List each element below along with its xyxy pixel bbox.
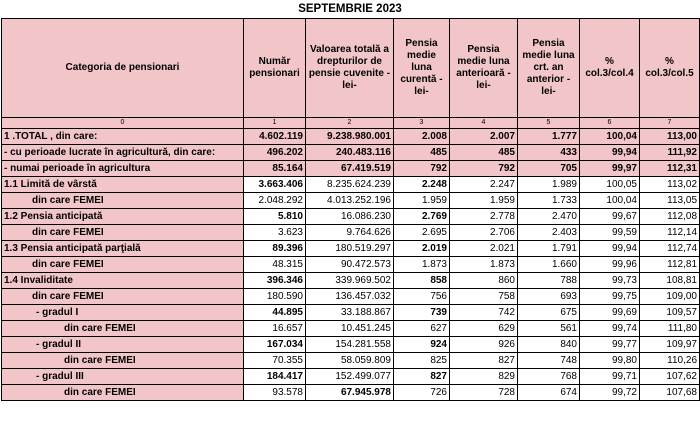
- cell-avg-current: 485: [394, 145, 450, 161]
- cell-pct-3-5: 113,02: [640, 177, 700, 193]
- cell-avg-prev-year: 674: [518, 385, 580, 401]
- column-index: 3: [394, 118, 450, 129]
- table-row: [2, 225, 700, 241]
- header-cell: Pensia medie luna anterioară - lei-: [450, 19, 518, 118]
- cell-avg-previous: 1.873: [450, 257, 518, 273]
- page-title: SEPTEMBRIE 2023: [298, 3, 402, 15]
- cell-avg-previous: 629: [450, 321, 518, 337]
- cell-total-value: 4.013.252.196: [306, 193, 394, 209]
- cell-avg-prev-year: 1.791: [518, 241, 580, 257]
- cell-avg-prev-year: 561: [518, 321, 580, 337]
- cell-total-value: 152.499.077: [306, 369, 394, 385]
- cell-pct-3-4: 99,96: [580, 257, 640, 273]
- cell-avg-previous: 926: [450, 337, 518, 353]
- cell-avg-previous: 728: [450, 385, 518, 401]
- column-index: 0: [2, 118, 244, 129]
- row-category: din care FEMEI: [2, 257, 244, 273]
- cell-avg-current: 756: [394, 289, 450, 305]
- cell-avg-current: 2.695: [394, 225, 450, 241]
- cell-pct-3-4: 99,67: [580, 209, 640, 225]
- column-index: 6: [580, 118, 640, 129]
- cell-pensioners: 3.663.406: [244, 177, 306, 193]
- row-category: - gradul III: [2, 369, 244, 385]
- cell-pct-3-4: 99,94: [580, 145, 640, 161]
- table-row: [2, 177, 700, 193]
- cell-total-value: 9.238.980.001: [306, 129, 394, 145]
- cell-avg-previous: 2.021: [450, 241, 518, 257]
- header-cell: Categoria de pensionari: [2, 19, 244, 118]
- cell-pensioners: 496.202: [244, 145, 306, 161]
- cell-pct-3-5: 113,00: [640, 129, 700, 145]
- table-row: [2, 289, 700, 305]
- cell-pensioners: 180.590: [244, 289, 306, 305]
- cell-avg-current: 1.959: [394, 193, 450, 209]
- cell-avg-previous: 2.247: [450, 177, 518, 193]
- cell-avg-prev-year: 2.470: [518, 209, 580, 225]
- header-cell: Număr pensionari: [244, 19, 306, 118]
- cell-avg-current: 858: [394, 273, 450, 289]
- header-cell: Pensia medie luna crt. an anterior -lei-: [518, 19, 580, 118]
- cell-avg-prev-year: 693: [518, 289, 580, 305]
- cell-pensioners: 396.346: [244, 273, 306, 289]
- cell-avg-previous: 485: [450, 145, 518, 161]
- cell-pensioners: 44.895: [244, 305, 306, 321]
- cell-avg-prev-year: 788: [518, 273, 580, 289]
- header-cell: % col.3/col.4: [580, 19, 640, 118]
- column-index: 2: [306, 118, 394, 129]
- column-index: 5: [518, 118, 580, 129]
- cell-pct-3-5: 108,81: [640, 273, 700, 289]
- cell-pct-3-4: 99,73: [580, 273, 640, 289]
- cell-avg-previous: 829: [450, 369, 518, 385]
- cell-pensioners: 89.396: [244, 241, 306, 257]
- row-category: 1.3 Pensia anticipată parţială: [2, 241, 244, 257]
- table-row: [2, 145, 700, 161]
- table-row: [2, 353, 700, 369]
- cell-pct-3-4: 99,74: [580, 321, 640, 337]
- cell-pct-3-5: 112,74: [640, 241, 700, 257]
- cell-avg-current: 792: [394, 161, 450, 177]
- cell-pct-3-5: 113,05: [640, 193, 700, 209]
- cell-pct-3-4: 99,75: [580, 289, 640, 305]
- cell-avg-prev-year: 1.989: [518, 177, 580, 193]
- column-index-row: [2, 118, 700, 129]
- row-category: din care FEMEI: [2, 225, 244, 241]
- cell-avg-previous: 827: [450, 353, 518, 369]
- cell-pct-3-4: 99,97: [580, 161, 640, 177]
- table-row: [2, 305, 700, 321]
- cell-pensioners: 5.810: [244, 209, 306, 225]
- cell-pensioners: 4.602.119: [244, 129, 306, 145]
- cell-total-value: 8.235.624.239: [306, 177, 394, 193]
- table-row: [2, 273, 700, 289]
- cell-pensioners: 167.034: [244, 337, 306, 353]
- cell-pct-3-5: 109,57: [640, 305, 700, 321]
- table-row: [2, 321, 700, 337]
- cell-avg-current: 2.769: [394, 209, 450, 225]
- row-category: - numai perioade în agricultura: [2, 161, 244, 177]
- table-row: [2, 257, 700, 273]
- cell-total-value: 154.281.558: [306, 337, 394, 353]
- cell-avg-prev-year: 2.403: [518, 225, 580, 241]
- cell-pensioners: 48.315: [244, 257, 306, 273]
- cell-total-value: 240.483.116: [306, 145, 394, 161]
- table-row: [2, 241, 700, 257]
- cell-pensioners: 184.417: [244, 369, 306, 385]
- cell-pensioners: 3.623: [244, 225, 306, 241]
- cell-pensioners: 85.164: [244, 161, 306, 177]
- row-category: 1.4 Invaliditate: [2, 273, 244, 289]
- row-category: 1.1 Limită de vârstă: [2, 177, 244, 193]
- cell-pct-3-5: 107,68: [640, 385, 700, 401]
- table-row: [2, 161, 700, 177]
- cell-total-value: 10.451.245: [306, 321, 394, 337]
- cell-avg-current: 739: [394, 305, 450, 321]
- cell-avg-previous: 1.959: [450, 193, 518, 209]
- cell-pct-3-5: 112,31: [640, 161, 700, 177]
- row-category: 1 .TOTAL , din care:: [2, 129, 244, 145]
- cell-pct-3-5: 111,80: [640, 321, 700, 337]
- cell-avg-prev-year: 433: [518, 145, 580, 161]
- table-row: [2, 385, 700, 401]
- cell-pensioners: 16.657: [244, 321, 306, 337]
- cell-avg-previous: 742: [450, 305, 518, 321]
- cell-total-value: 180.519.297: [306, 241, 394, 257]
- cell-avg-prev-year: 705: [518, 161, 580, 177]
- cell-avg-previous: 2.706: [450, 225, 518, 241]
- cell-pensioners: 2.048.292: [244, 193, 306, 209]
- cell-avg-current: 2.008: [394, 129, 450, 145]
- cell-avg-previous: 792: [450, 161, 518, 177]
- column-index: 1: [244, 118, 306, 129]
- cell-pct-3-5: 112,81: [640, 257, 700, 273]
- cell-avg-prev-year: 675: [518, 305, 580, 321]
- cell-avg-prev-year: 1.660: [518, 257, 580, 273]
- row-category: 1.2 Pensia anticipată: [2, 209, 244, 225]
- row-category: din care FEMEI: [2, 321, 244, 337]
- cell-avg-previous: 758: [450, 289, 518, 305]
- cell-pct-3-4: 99,72: [580, 385, 640, 401]
- row-category: - cu perioade lucrate în agricultură, din care:: [2, 145, 244, 161]
- cell-avg-previous: 2.007: [450, 129, 518, 145]
- cell-total-value: 67.419.519: [306, 161, 394, 177]
- cell-total-value: 9.764.626: [306, 225, 394, 241]
- cell-pct-3-5: 107,62: [640, 369, 700, 385]
- cell-total-value: 33.188.867: [306, 305, 394, 321]
- cell-pct-3-4: 99,80: [580, 353, 640, 369]
- cell-pct-3-4: 99,94: [580, 241, 640, 257]
- cell-avg-prev-year: 748: [518, 353, 580, 369]
- cell-total-value: 339.969.502: [306, 273, 394, 289]
- cell-avg-current: 827: [394, 369, 450, 385]
- row-category: din care FEMEI: [2, 193, 244, 209]
- table-row: [2, 129, 700, 145]
- cell-pct-3-5: 110,26: [640, 353, 700, 369]
- cell-pct-3-5: 109,00: [640, 289, 700, 305]
- table-row: [2, 369, 700, 385]
- header-cell: % col.3/col.5: [640, 19, 700, 118]
- column-index: 4: [450, 118, 518, 129]
- cell-pensioners: 70.355: [244, 353, 306, 369]
- cell-avg-current: 2.248: [394, 177, 450, 193]
- cell-total-value: 67.945.978: [306, 385, 394, 401]
- cell-avg-prev-year: 1.777: [518, 129, 580, 145]
- cell-pct-3-5: 112,14: [640, 225, 700, 241]
- header-cell: Pensia medie luna curentă -lei-: [394, 19, 450, 118]
- cell-avg-current: 1.873: [394, 257, 450, 273]
- cell-avg-previous: 860: [450, 273, 518, 289]
- header-row: [2, 19, 700, 118]
- cell-avg-prev-year: 840: [518, 337, 580, 353]
- row-category: - gradul I: [2, 305, 244, 321]
- pension-table: [1, 18, 700, 401]
- column-index: 7: [640, 118, 700, 129]
- cell-pct-3-4: 100,05: [580, 177, 640, 193]
- table-row: [2, 193, 700, 209]
- cell-pct-3-5: 111,92: [640, 145, 700, 161]
- cell-pct-3-4: 100,04: [580, 193, 640, 209]
- cell-avg-current: 924: [394, 337, 450, 353]
- table-row: [2, 209, 700, 225]
- cell-avg-previous: 2.778: [450, 209, 518, 225]
- cell-total-value: 90.472.573: [306, 257, 394, 273]
- cell-pct-3-4: 99,77: [580, 337, 640, 353]
- cell-total-value: 58.059.809: [306, 353, 394, 369]
- cell-pensioners: 93.578: [244, 385, 306, 401]
- table-row: [2, 337, 700, 353]
- cell-avg-prev-year: 768: [518, 369, 580, 385]
- header-cell: Valoarea totală a drepturilor de pensie cuvenite -lei-: [306, 19, 394, 118]
- cell-pct-3-5: 109,97: [640, 337, 700, 353]
- row-category: din care FEMEI: [2, 385, 244, 401]
- row-category: din care FEMEI: [2, 289, 244, 305]
- cell-pct-3-4: 99,69: [580, 305, 640, 321]
- row-category: - gradul II: [2, 337, 244, 353]
- cell-avg-current: 825: [394, 353, 450, 369]
- cell-total-value: 136.457.032: [306, 289, 394, 305]
- cell-avg-current: 2.019: [394, 241, 450, 257]
- cell-avg-prev-year: 1.733: [518, 193, 580, 209]
- cell-pct-3-4: 100,04: [580, 129, 640, 145]
- cell-total-value: 16.086.230: [306, 209, 394, 225]
- cell-pct-3-4: 99,71: [580, 369, 640, 385]
- cell-pct-3-5: 112,08: [640, 209, 700, 225]
- cell-avg-current: 627: [394, 321, 450, 337]
- row-category: din care FEMEI: [2, 353, 244, 369]
- cell-pct-3-4: 99,59: [580, 225, 640, 241]
- cell-avg-current: 726: [394, 385, 450, 401]
